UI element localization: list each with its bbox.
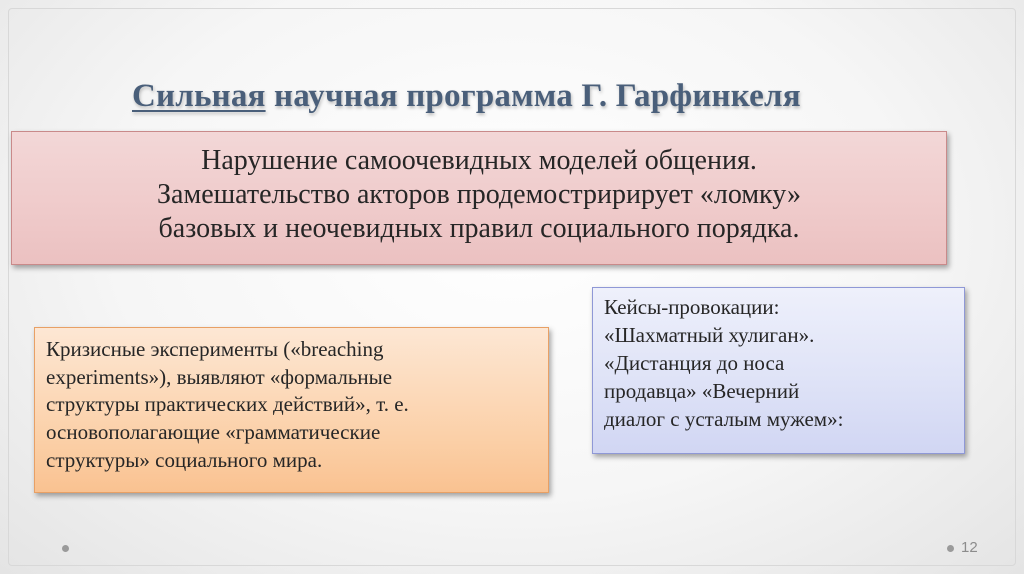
main-box-line-1: Нарушение самоочевидных моделей общения. [201, 145, 757, 176]
main-box-line-3: базовых и неочевидных правил социального порядка. [158, 213, 800, 245]
left-box-line-5: структуры» социального мира. [46, 447, 323, 472]
footer-right-dot [947, 545, 954, 552]
main-box-line-2: Замешательство акторов продемостририрует «ломку» [157, 179, 801, 211]
left-box-line-1: Кризисные эксперименты («breaching [46, 337, 384, 361]
left-box-line-3: структуры практических действий», т. е. [46, 392, 409, 417]
right-box-line-5: диалог с усталым мужем»: [604, 406, 844, 431]
left-box-line-2: experiments»), выявляют «формальные [46, 364, 393, 389]
breaching-experiments-box [34, 327, 549, 493]
right-box-line-4: продавца» «Вечерний [604, 378, 800, 403]
page-number: 12 [961, 539, 978, 556]
footer-left-dot [62, 545, 69, 552]
title-rest: научная программа Г. Гарфинкеля [265, 78, 801, 114]
title-underlined-word: Сильная [132, 78, 266, 114]
right-box-line-3: «Дистанция до носа [604, 350, 785, 375]
left-box-line-4: основополагающие «грамматические [46, 420, 381, 445]
right-box-line-1: Кейсы-провокации: [604, 295, 780, 319]
slide-title [132, 78, 801, 115]
right-box-line-2: «Шахматный хулиган». [604, 322, 815, 347]
provocation-cases-box [592, 287, 965, 454]
main-statement-box [11, 131, 947, 265]
